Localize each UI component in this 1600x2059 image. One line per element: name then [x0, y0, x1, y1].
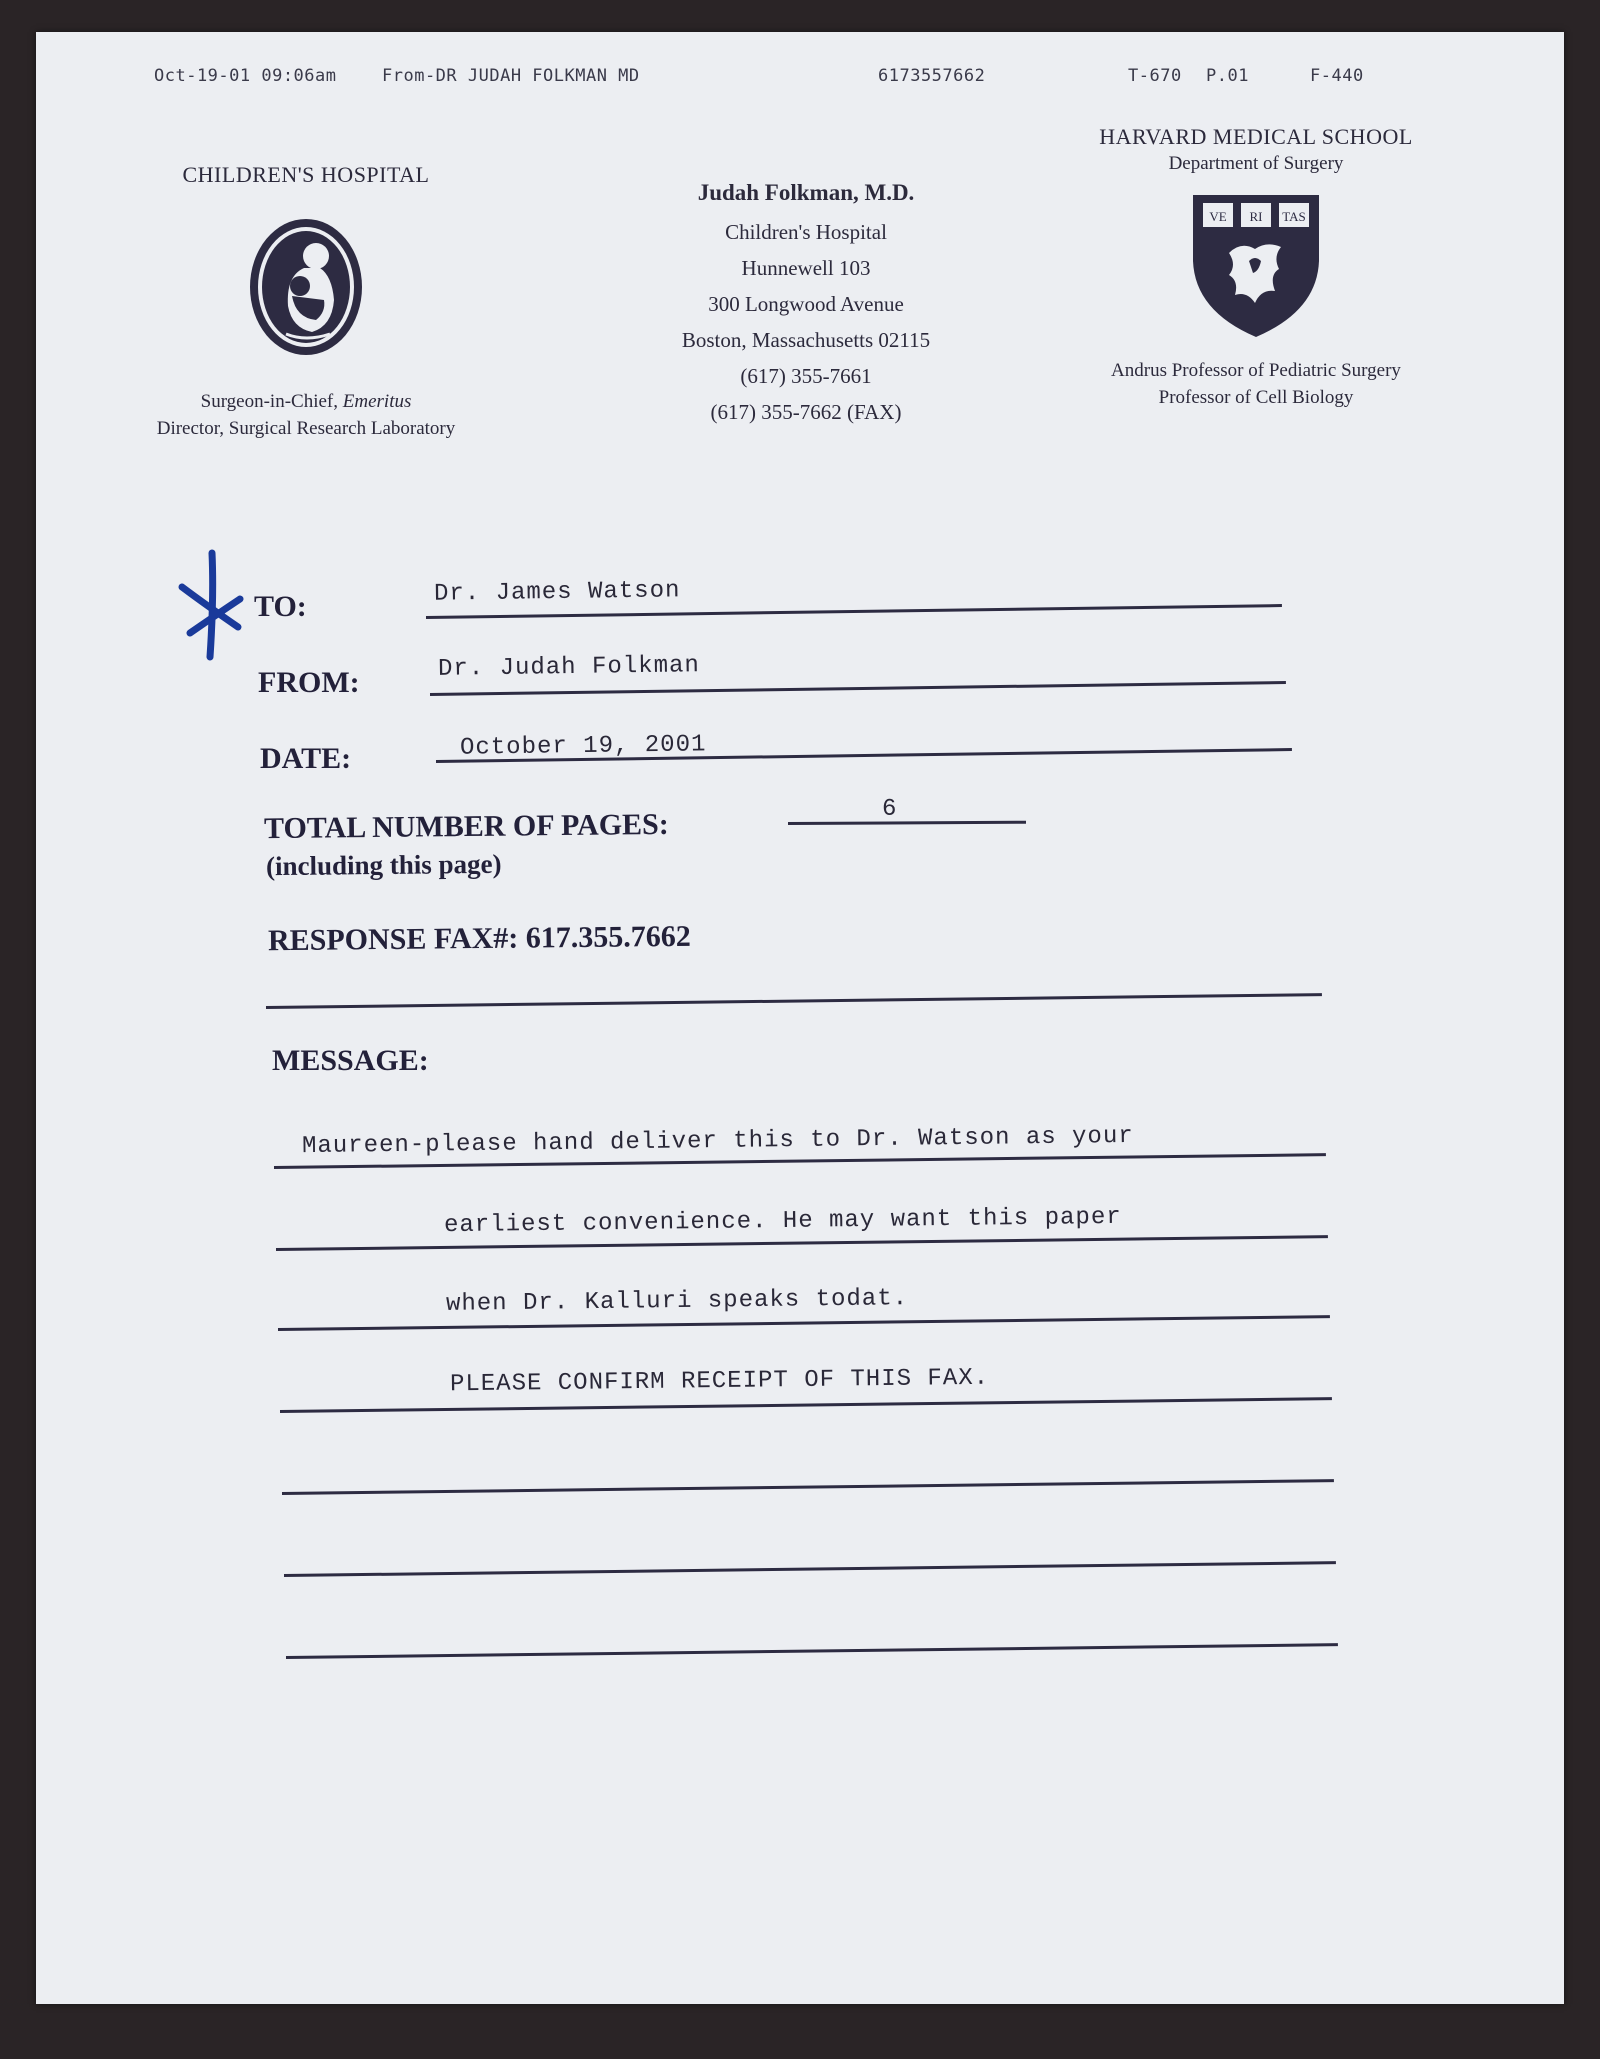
- message-underline-5: [282, 1479, 1334, 1495]
- address-line-4: Boston, Massachusetts 02115: [681, 328, 931, 352]
- total-pages-label: TOTAL NUMBER OF PAGES:: [263, 807, 669, 846]
- message-line-1: Maureen-please hand deliver this to Dr. Watson as your: [301, 1122, 1134, 1161]
- message-line-3: when Dr. Kalluri speaks todat.: [445, 1285, 909, 1318]
- message-underline-3: [278, 1315, 1330, 1331]
- mother-child-emblem-icon: [246, 216, 366, 358]
- response-fax-underline: [266, 993, 1322, 1009]
- harvard-medical-school-name: HARVARD MEDICAL SCHOOL: [1099, 124, 1413, 149]
- right-title-line-2: Professor of Cell Biology: [1158, 387, 1354, 408]
- total-pages-underline: [788, 821, 1026, 825]
- message-line-4: PLEASE CONFIRM RECEIPT OF THIS FAX.: [449, 1364, 990, 1399]
- to-value: Dr. James Watson: [433, 577, 681, 608]
- shield-text-tas: TAS: [1282, 209, 1306, 224]
- response-fax-label: RESPONSE FAX#: 617.355.7662: [267, 919, 691, 958]
- to-underline: [426, 604, 1282, 619]
- address-line-3: 300 Longwood Avenue: [708, 292, 904, 316]
- from-underline: [430, 681, 1286, 696]
- message-line-2: earliest convenience. He may want this paper: [443, 1203, 1122, 1240]
- fax-from: From-DR JUDAH FOLKMAN MD: [382, 66, 640, 86]
- fax-number-letterhead: (617) 355-7662 (FAX): [710, 400, 902, 424]
- date-value: October 19, 2001: [459, 731, 707, 762]
- phone-number: (617) 355-7661: [740, 364, 872, 388]
- from-value: Dr. Judah Folkman: [437, 652, 701, 683]
- message-underline-7: [286, 1643, 1338, 1659]
- pages-note: (including this page): [265, 848, 502, 882]
- to-label: TO:: [254, 590, 307, 623]
- message-underline-6: [284, 1561, 1336, 1577]
- fax-transmit-id: T-670: [1128, 66, 1182, 86]
- address-line-1: Children's Hospital: [725, 220, 887, 244]
- sender-name-heading: Judah Folkman, M.D.: [697, 180, 915, 205]
- total-pages-value: 6: [882, 796, 898, 823]
- shield-text-ve: VE: [1209, 209, 1227, 224]
- fax-page: P.01: [1206, 66, 1249, 86]
- letterhead-judah-folkman: [616, 180, 996, 430]
- fax-form-id: F-440: [1310, 66, 1364, 86]
- childrens-hospital-name: CHILDREN'S HOSPITAL: [182, 162, 430, 187]
- left-title-line-2: Director, Surgical Research Laboratory: [156, 418, 456, 439]
- address-line-2: Hunnewell 103: [741, 256, 871, 280]
- fax-transmission-header: [36, 66, 1564, 96]
- from-label: FROM:: [258, 666, 360, 699]
- letterhead-childrens-hospital: [126, 162, 486, 442]
- message-underline-2: [276, 1235, 1328, 1251]
- left-title-line-1: Surgeon-in-Chief, Emeritus: [200, 391, 412, 412]
- fax-number: 6173557662: [878, 66, 986, 86]
- department-name: Department of Surgery: [1168, 153, 1344, 174]
- fax-cover-sheet: [36, 32, 1564, 2004]
- letterhead-harvard-medical-school: [1066, 124, 1446, 411]
- message-label: MESSAGE:: [272, 1044, 429, 1077]
- right-title-line-1: Andrus Professor of Pediatric Surgery: [1111, 360, 1401, 381]
- fax-datetime: Oct-19-01 09:06am: [154, 66, 337, 86]
- date-label: DATE:: [260, 742, 352, 775]
- shield-text-ri: RI: [1249, 209, 1263, 224]
- message-underline-4: [280, 1397, 1332, 1413]
- harvard-shield-icon: [1189, 191, 1323, 341]
